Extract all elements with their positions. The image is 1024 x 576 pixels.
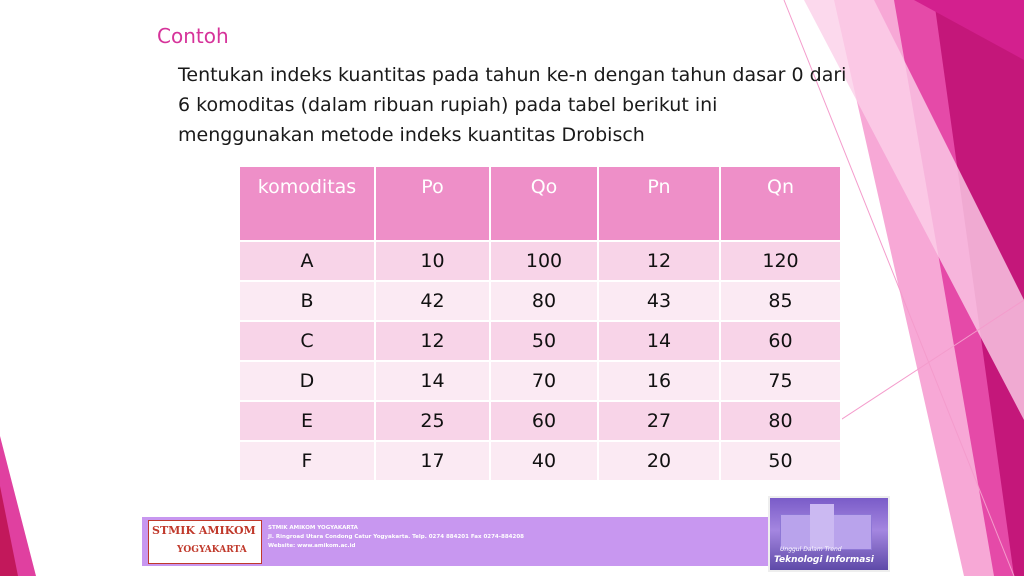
- table-row: [240, 402, 842, 442]
- table-cell: 80: [721, 402, 842, 442]
- table-cell: 80: [491, 282, 599, 322]
- amikom-logo: [148, 520, 262, 564]
- footer-website: Website: www.amikom.ac.id: [268, 543, 356, 549]
- table-cell: 40: [491, 442, 599, 482]
- table-cell: 42: [376, 282, 491, 322]
- table-cell: 12: [599, 242, 721, 282]
- table-cell: 25: [376, 402, 491, 442]
- table-cell: E: [240, 402, 376, 442]
- table-cell: D: [240, 362, 376, 402]
- photo-caption-small: Unggul Dalam Trend: [780, 546, 842, 553]
- table-cell: 120: [721, 242, 842, 282]
- photo-caption-large: Teknologi Informasi: [774, 555, 874, 565]
- left-decor-triangle-dark: [0, 486, 18, 576]
- table-cell: 17: [376, 442, 491, 482]
- table-cell: 20: [599, 442, 721, 482]
- slide-body-text: Tentukan indeks kuantitas pada tahun ke-n dengan tahun dasar 0 dari 6 komoditas (dalam ribuan rupiah) pada tabel berikut ini menggunakan metode indeks kuantitas Drobisch: [178, 64, 847, 146]
- building-tower-shape: [810, 504, 834, 548]
- table-cell: 85: [721, 282, 842, 322]
- table-cell: 16: [599, 362, 721, 402]
- table-cell: 50: [491, 322, 599, 362]
- table-cell: 60: [491, 402, 599, 442]
- table-row: [240, 242, 842, 282]
- footer-org-name: STMIK AMIKOM YOGYAKARTA: [268, 525, 358, 531]
- table-cell: 50: [721, 442, 842, 482]
- header-qo: Qo: [491, 167, 599, 242]
- table-row: [240, 322, 842, 362]
- table-cell: 70: [491, 362, 599, 402]
- table-cell: 14: [376, 362, 491, 402]
- table-cell: B: [240, 282, 376, 322]
- table-cell: 27: [599, 402, 721, 442]
- header-qn: Qn: [721, 167, 842, 242]
- table-cell: 43: [599, 282, 721, 322]
- table-row: [240, 362, 842, 402]
- table-cell: 12: [376, 322, 491, 362]
- table-row: [240, 442, 842, 482]
- footer-contact: [268, 524, 524, 551]
- campus-photo: [768, 496, 890, 572]
- logo-text-sub: YOGYAKARTA: [177, 545, 247, 555]
- slide-title: Contoh: [157, 24, 229, 48]
- table-cell: 14: [599, 322, 721, 362]
- table-cell: 60: [721, 322, 842, 362]
- table-cell: F: [240, 442, 376, 482]
- header-commodity: komoditas: [240, 167, 376, 242]
- footer-address: Jl. Ringroad Utara Condong Catur Yogyakarta. Telp. 0274 884201 Fax 0274-884208: [268, 534, 524, 540]
- table-row: [240, 282, 842, 322]
- table-cell: 10: [376, 242, 491, 282]
- header-pn: Pn: [599, 167, 721, 242]
- table-cell: 75: [721, 362, 842, 402]
- commodity-table: [240, 167, 842, 482]
- logo-text-main: STMIK AMIKOM: [152, 524, 256, 537]
- table-cell: 100: [491, 242, 599, 282]
- table-cell: A: [240, 242, 376, 282]
- table-cell: C: [240, 322, 376, 362]
- table-header-row: [240, 167, 842, 242]
- header-po: Po: [376, 167, 491, 242]
